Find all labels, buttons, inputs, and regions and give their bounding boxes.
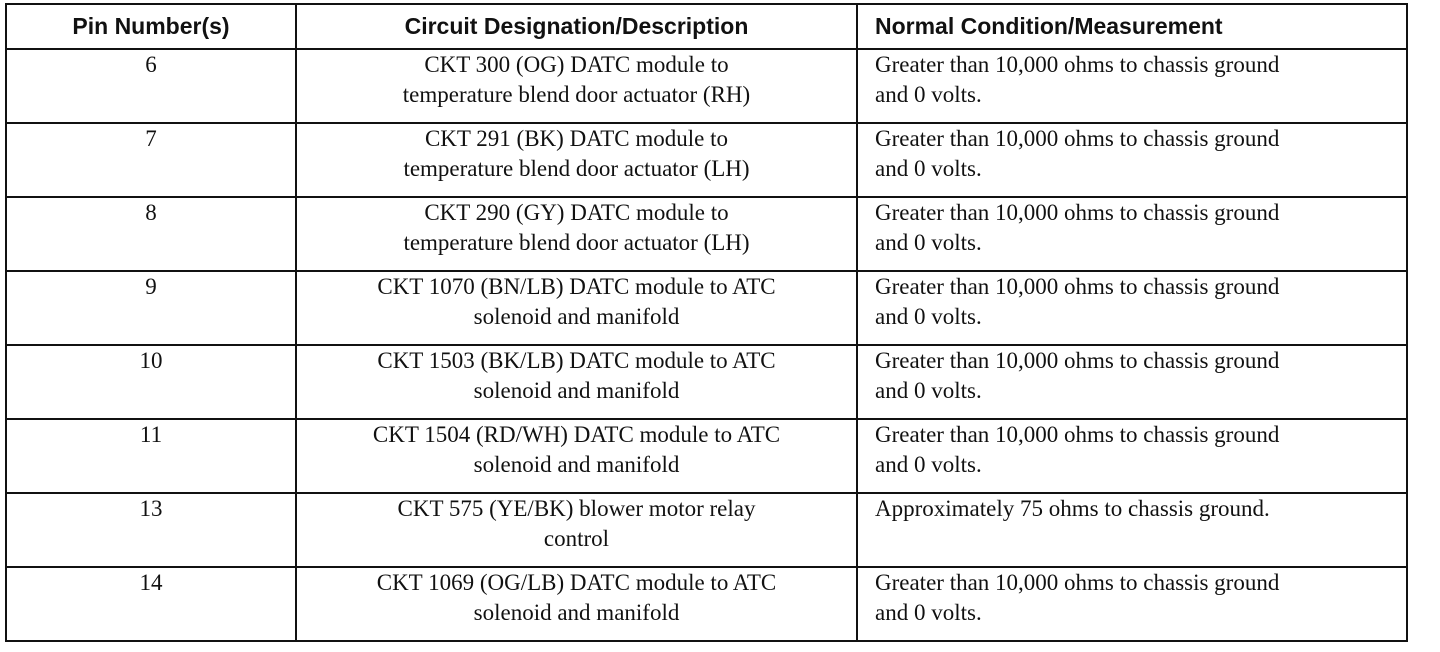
condition-line: and 0 volts. bbox=[875, 600, 982, 625]
circuit-line: solenoid and manifold bbox=[473, 378, 680, 403]
condition-line: and 0 volts. bbox=[875, 82, 982, 107]
table-row bbox=[6, 419, 1407, 493]
condition-cell bbox=[857, 197, 1407, 271]
condition-header: Normal Condition/Measurement bbox=[857, 4, 1407, 49]
table-row bbox=[6, 345, 1407, 419]
circuit-cell bbox=[296, 567, 857, 641]
pin-table bbox=[5, 3, 1408, 642]
condition-line: Greater than 10,000 ohms to chassis ground bbox=[875, 274, 1280, 299]
circuit-line: solenoid and manifold bbox=[473, 600, 680, 625]
circuit-line: CKT 300 (OG) DATC module to bbox=[424, 52, 729, 77]
pin-cell: 9 bbox=[6, 271, 296, 345]
pin-cell: 10 bbox=[6, 345, 296, 419]
circuit-cell bbox=[296, 49, 857, 123]
circuit-line: solenoid and manifold bbox=[473, 452, 680, 477]
condition-cell bbox=[857, 49, 1407, 123]
circuit-cell bbox=[296, 271, 857, 345]
condition-line: and 0 volts. bbox=[875, 230, 982, 255]
pin-cell: 13 bbox=[6, 493, 296, 567]
condition-cell bbox=[857, 271, 1407, 345]
condition-line: Greater than 10,000 ohms to chassis ground bbox=[875, 200, 1280, 225]
circuit-header: Circuit Designation/Description bbox=[296, 4, 857, 49]
circuit-line: temperature blend door actuator (LH) bbox=[403, 230, 750, 255]
condition-line: Approximately 75 ohms to chassis ground. bbox=[875, 496, 1270, 521]
circuit-line: control bbox=[543, 526, 610, 551]
circuit-line: CKT 290 (GY) DATC module to bbox=[424, 200, 729, 225]
circuit-line: CKT 1070 (BN/LB) DATC module to ATC bbox=[377, 274, 776, 299]
circuit-line: CKT 291 (BK) DATC module to bbox=[424, 126, 729, 151]
condition-cell bbox=[857, 493, 1407, 567]
condition-cell bbox=[857, 123, 1407, 197]
circuit-line: temperature blend door actuator (RH) bbox=[402, 82, 751, 107]
condition-line: Greater than 10,000 ohms to chassis ground bbox=[875, 570, 1280, 595]
condition-line: and 0 volts. bbox=[875, 304, 982, 329]
circuit-line: solenoid and manifold bbox=[473, 304, 680, 329]
table-row bbox=[6, 49, 1407, 123]
table-row bbox=[6, 567, 1407, 641]
table-row bbox=[6, 493, 1407, 567]
circuit-cell bbox=[296, 419, 857, 493]
circuit-line: CKT 1069 (OG/LB) DATC module to ATC bbox=[376, 570, 777, 595]
pin-cell: 8 bbox=[6, 197, 296, 271]
table-row bbox=[6, 271, 1407, 345]
circuit-cell bbox=[296, 123, 857, 197]
circuit-line: CKT 1503 (BK/LB) DATC module to ATC bbox=[377, 348, 776, 373]
circuit-line: CKT 575 (YE/BK) blower motor relay bbox=[397, 496, 756, 521]
condition-line: Greater than 10,000 ohms to chassis ground bbox=[875, 422, 1280, 447]
condition-line: and 0 volts. bbox=[875, 452, 982, 477]
condition-line: and 0 volts. bbox=[875, 378, 982, 403]
condition-line: Greater than 10,000 ohms to chassis ground bbox=[875, 52, 1280, 77]
table-row bbox=[6, 123, 1407, 197]
condition-cell bbox=[857, 345, 1407, 419]
pin-cell: 14 bbox=[6, 567, 296, 641]
circuit-cell bbox=[296, 197, 857, 271]
condition-line: and 0 volts. bbox=[875, 156, 982, 181]
circuit-cell bbox=[296, 493, 857, 567]
pin-header: Pin Number(s) bbox=[6, 4, 296, 49]
condition-line: Greater than 10,000 ohms to chassis ground bbox=[875, 126, 1280, 151]
circuit-cell bbox=[296, 345, 857, 419]
condition-cell bbox=[857, 419, 1407, 493]
table-row bbox=[6, 197, 1407, 271]
pin-cell: 7 bbox=[6, 123, 296, 197]
condition-cell bbox=[857, 567, 1407, 641]
pin-cell: 11 bbox=[6, 419, 296, 493]
circuit-line: temperature blend door actuator (LH) bbox=[403, 156, 750, 181]
pin-cell: 6 bbox=[6, 49, 296, 123]
condition-line: Greater than 10,000 ohms to chassis ground bbox=[875, 348, 1280, 373]
circuit-line: CKT 1504 (RD/WH) DATC module to ATC bbox=[372, 422, 781, 447]
header-row bbox=[6, 4, 1407, 49]
